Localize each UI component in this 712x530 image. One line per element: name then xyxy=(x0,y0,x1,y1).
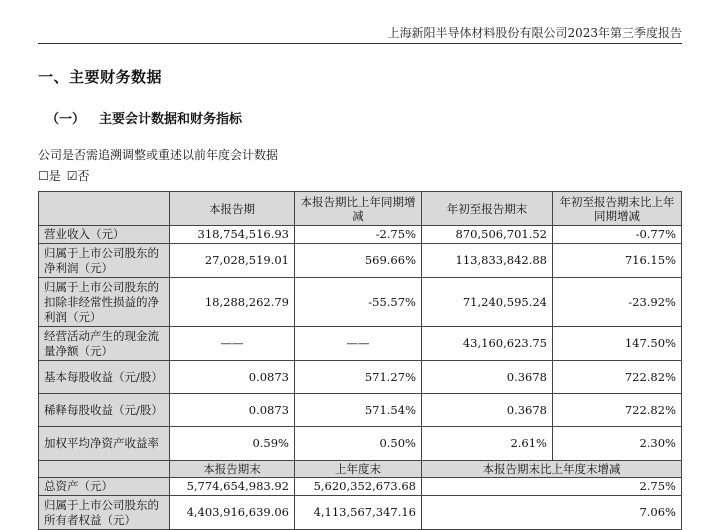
row-label: 归属于上市公司股东的所有者权益（元） xyxy=(39,496,170,530)
cell-value: 7.06% xyxy=(422,496,682,530)
row-label: 稀释每股收益（元/股） xyxy=(39,394,170,427)
table2-header-row xyxy=(39,461,682,478)
row-label: 总资产（元） xyxy=(39,478,170,496)
cell-value: 18,288,262.79 xyxy=(170,278,295,327)
table1-header-current-period: 本报告期 xyxy=(170,192,295,226)
table-row xyxy=(39,496,682,530)
cell-value: 0.50% xyxy=(295,427,422,461)
cell-value: 0.0873 xyxy=(170,361,295,394)
cell-value: 2.75% xyxy=(422,478,682,496)
cell-value: 0.0873 xyxy=(170,394,295,427)
cell-value: 2.61% xyxy=(422,427,553,461)
row-label: 基本每股收益（元/股） xyxy=(39,361,170,394)
table1-header-blank xyxy=(39,192,170,226)
section-title: 一、主要财务数据 xyxy=(38,68,163,86)
cell-value: -23.92% xyxy=(553,278,682,327)
table-row xyxy=(39,361,682,394)
cell-value: —— xyxy=(295,327,422,361)
table-row xyxy=(39,278,682,327)
table1-header-ytd-change: 年初至报告期末比上年同期增减 xyxy=(553,192,682,226)
cell-value: 0.3678 xyxy=(422,394,553,427)
table2-header-change: 本报告期末比上年度末增减 xyxy=(422,461,682,478)
row-label: 归属于上市公司股东的扣除非经常性损益的净利润（元） xyxy=(39,278,170,327)
cell-value: 113,833,842.88 xyxy=(422,244,553,278)
table2-header-blank xyxy=(39,461,170,478)
cell-value: 716.15% xyxy=(553,244,682,278)
cell-value: 4,113,567,347.16 xyxy=(295,496,422,530)
subsection-heading xyxy=(46,108,242,127)
cell-value: 4,403,916,639.06 xyxy=(170,496,295,530)
table-row xyxy=(39,394,682,427)
restatement-question: 公司是否需追溯调整或重述以前年度会计数据 xyxy=(38,148,279,162)
header-rule xyxy=(38,43,682,44)
table-row xyxy=(39,427,682,461)
running-header: 上海新阳半导体材料股份有限公司2023年第三季度报告 xyxy=(387,26,682,40)
subsection-title: 主要会计数据和财务指标 xyxy=(99,112,243,127)
table1-header-ytd: 年初至报告期末 xyxy=(422,192,553,226)
table-row xyxy=(39,478,682,496)
table1-header-row xyxy=(39,192,682,226)
cell-value: —— xyxy=(170,327,295,361)
cell-value: -0.77% xyxy=(553,226,682,244)
option-yes-checkbox: ☐是 xyxy=(38,169,61,183)
table1-header-current-change: 本报告期比上年同期增减 xyxy=(295,192,422,226)
cell-value: 571.54% xyxy=(295,394,422,427)
row-label: 加权平均净资产收益率 xyxy=(39,427,170,461)
cell-value: 71,240,595.24 xyxy=(422,278,553,327)
table2-header-prior-year-end: 上年度末 xyxy=(295,461,422,478)
row-label: 归属于上市公司股东的净利润（元） xyxy=(39,244,170,278)
restatement-options xyxy=(38,167,96,184)
cell-value: -55.57% xyxy=(295,278,422,327)
option-no-checkbox: ☑否 xyxy=(66,169,90,183)
cell-value: 147.50% xyxy=(553,327,682,361)
cell-value: 722.82% xyxy=(553,394,682,427)
cell-value: -2.75% xyxy=(295,226,422,244)
cell-value: 722.82% xyxy=(553,361,682,394)
cell-value: 27,028,519.01 xyxy=(170,244,295,278)
cell-value: 2.30% xyxy=(553,427,682,461)
financial-data-table xyxy=(38,191,682,530)
table-row xyxy=(39,244,682,278)
row-label: 营业收入（元） xyxy=(39,226,170,244)
cell-value: 0.59% xyxy=(170,427,295,461)
cell-value: 5,620,352,673.68 xyxy=(295,478,422,496)
cell-value: 569.66% xyxy=(295,244,422,278)
cell-value: 43,160,623.75 xyxy=(422,327,553,361)
cell-value: 870,506,701.52 xyxy=(422,226,553,244)
subsection-number: （一） xyxy=(46,112,86,127)
row-label: 经营活动产生的现金流量净额（元） xyxy=(39,327,170,361)
table-row xyxy=(39,327,682,361)
cell-value: 0.3678 xyxy=(422,361,553,394)
table2-header-period-end: 本报告期末 xyxy=(170,461,295,478)
cell-value: 318,754,516.93 xyxy=(170,226,295,244)
table-row xyxy=(39,226,682,244)
cell-value: 5,774,654,983.92 xyxy=(170,478,295,496)
cell-value: 571.27% xyxy=(295,361,422,394)
